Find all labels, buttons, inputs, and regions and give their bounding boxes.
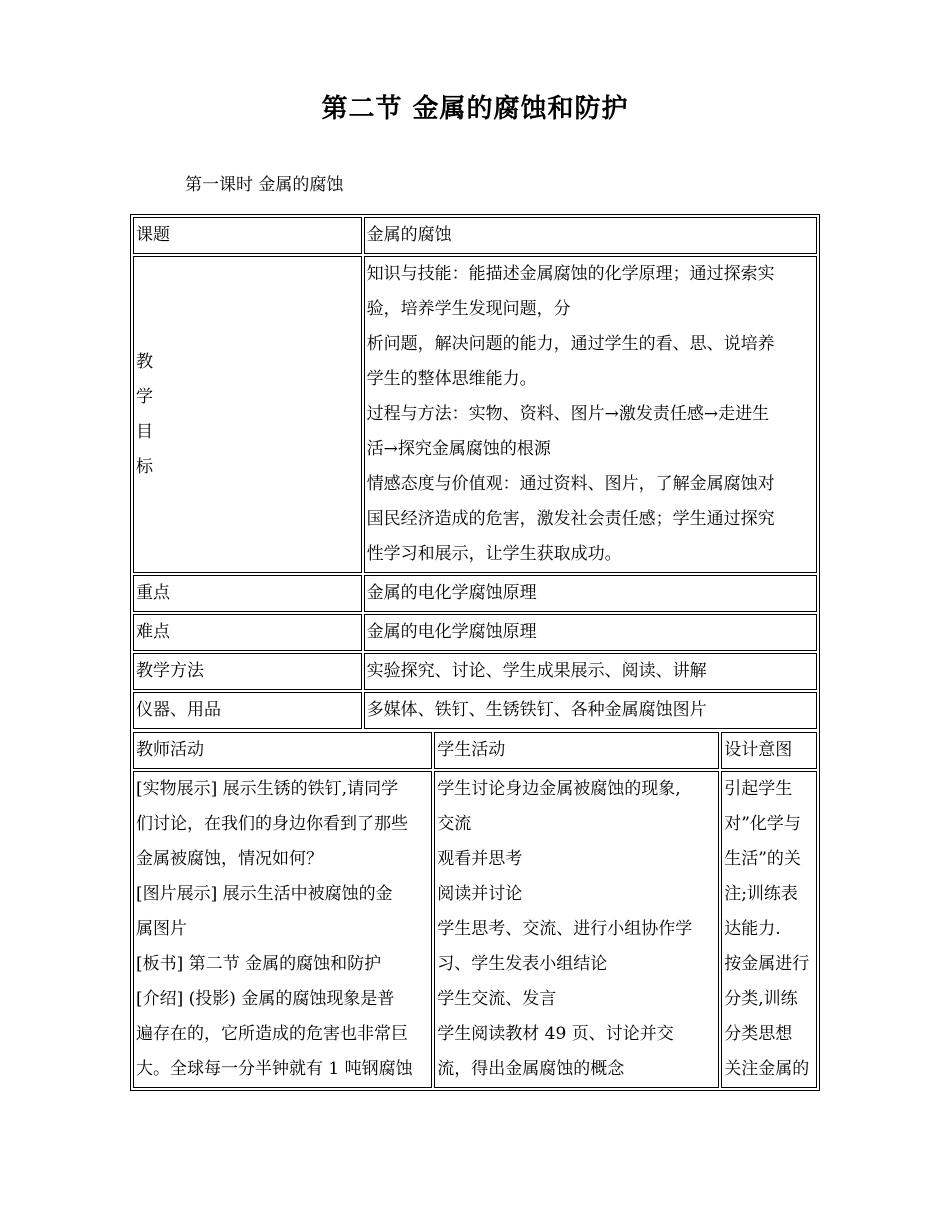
- objective-label: [133, 256, 362, 573]
- student-line: 阅读并讨论: [437, 884, 523, 904]
- equipment-label: 仪器、用品: [133, 692, 362, 729]
- table-row-key-point: [133, 575, 817, 612]
- teacher-line: 大。全球每一分半钟就有 1 吨钢腐蚀: [136, 1059, 413, 1079]
- difficulty-value: 金属的电化学腐蚀原理: [364, 614, 817, 651]
- teacher-line: [图片展示] 展示生活中被腐蚀的金: [136, 884, 393, 904]
- objective-label-char: 目: [136, 421, 153, 442]
- intent-cell: [721, 771, 817, 1088]
- objective-line: 析问题，解决问题的能力，通过学生的看、思、说培养: [366, 334, 775, 354]
- lesson-subtitle: 第一课时 金属的腐蚀: [185, 175, 344, 195]
- objective-line: 验，培养学生发现问题，分: [366, 299, 571, 319]
- teacher-line: 遍存在的，它所造成的危害也非常巨: [136, 1024, 408, 1044]
- student-line: 交流: [437, 814, 472, 834]
- student-line: 观看并思考: [437, 849, 523, 869]
- student-line: 学生思考、交流、进行小组协作学: [437, 919, 693, 939]
- objective-line: 学生的整体思维能力。: [366, 369, 537, 389]
- student-activity-cell: [434, 771, 719, 1088]
- page-title: 第二节 金属的腐蚀和防护: [321, 94, 629, 124]
- teacher-line: 金属被腐蚀，情况如何？: [136, 849, 323, 869]
- intent-line: 关注金属的: [724, 1059, 810, 1079]
- intent-line: 分类思想: [724, 1024, 793, 1044]
- student-line: 学生阅读教材 49 页、讨论并交: [437, 1024, 674, 1044]
- topic-value: 金属的腐蚀: [364, 217, 817, 254]
- student-line: 习、学生发表小组结论: [437, 954, 608, 974]
- objective-label-char: 标: [136, 456, 153, 477]
- intent-line: 分类,训练: [724, 989, 798, 1009]
- table-row-difficulty: [133, 614, 817, 651]
- header-intent: 设计意图: [721, 732, 817, 769]
- teacher-line: [介绍] (投影) 金属的腐蚀现象是普: [136, 989, 395, 1009]
- teacher-line: [板书] 第二节 金属的腐蚀和防护: [136, 954, 382, 974]
- student-line: 学生讨论身边金属被腐蚀的现象,: [437, 779, 681, 799]
- objective-line: 情感态度与价值观：通过资料、图片，了解金属腐蚀对: [366, 474, 775, 494]
- intent-line: 对”化学与: [724, 814, 801, 834]
- table-row-method: [133, 653, 817, 690]
- objective-label-char: 学: [136, 386, 153, 407]
- teacher-line: 们讨论，在我们的身边你看到了那些: [136, 814, 408, 834]
- key-point-label: 重点: [133, 575, 362, 612]
- intent-line: 生活”的关: [724, 849, 801, 869]
- objective-line: 知识与技能：能描述金属腐蚀的化学原理；通过探索实: [366, 264, 775, 284]
- activity-table: [130, 730, 820, 1091]
- equipment-value: 多媒体、铁钉、生锈铁钉、各种金属腐蚀图片: [364, 692, 817, 729]
- teacher-line: [实物展示] 展示生锈的铁钉,请同学: [136, 779, 399, 799]
- student-line: 流，得出金属腐蚀的概念: [437, 1059, 625, 1079]
- key-point-value: 金属的电化学腐蚀原理: [364, 575, 817, 612]
- student-line: 学生交流、发言: [437, 989, 557, 1009]
- intent-line: 按金属进行: [724, 954, 810, 974]
- table-row-header: [133, 732, 817, 769]
- topic-label: 课题: [133, 217, 362, 254]
- teacher-line: 属图片: [136, 919, 187, 939]
- table-row-topic: [133, 217, 817, 254]
- table-row-activity: [133, 771, 817, 1088]
- header-student: 学生活动: [434, 732, 719, 769]
- table-row-equipment: [133, 692, 817, 729]
- objective-value: [364, 256, 817, 573]
- objective-line: 性学习和展示，让学生获取成功。: [366, 544, 622, 564]
- objective-line: 过程与方法：实物、资料、图片→激发责任感→走进生: [366, 404, 770, 424]
- lesson-info-table: [130, 214, 820, 732]
- objective-label-char: 教: [136, 351, 153, 372]
- method-label: 教学方法: [133, 653, 362, 690]
- header-teacher: 教师活动: [133, 732, 432, 769]
- difficulty-label: 难点: [133, 614, 362, 651]
- objective-line: 国民经济造成的危害，激发社会责任感；学生通过探究: [366, 509, 775, 529]
- intent-line: 达能力.: [724, 919, 781, 939]
- intent-line: 引起学生: [724, 779, 793, 799]
- table-row-objectives: [133, 256, 817, 573]
- teacher-activity-cell: [133, 771, 432, 1088]
- method-value: 实验探究、讨论、学生成果展示、阅读、讲解: [364, 653, 817, 690]
- intent-line: 注;训练表: [724, 884, 798, 904]
- objective-line: 活→探究金属腐蚀的根源: [366, 439, 551, 459]
